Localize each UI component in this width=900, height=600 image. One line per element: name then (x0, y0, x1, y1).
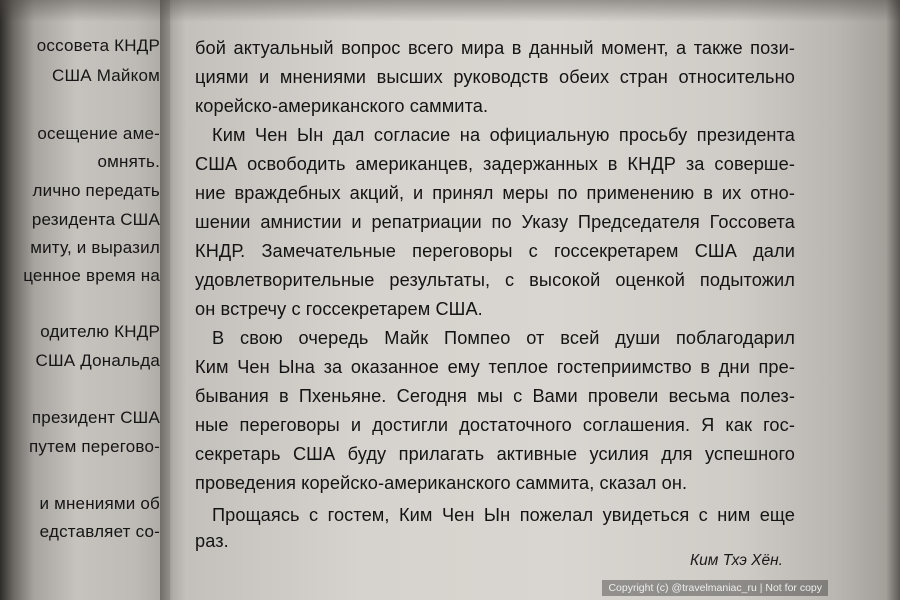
article-line: шении амнистии и репатриации по Указу Председателя Госсовета (195, 212, 795, 232)
left-column-line: резидента США (31, 210, 160, 229)
article-line: корейско-американского саммита. (195, 96, 489, 116)
article-line: В свою очередь Майк Помпео от всей души поблагодарил (212, 328, 795, 348)
article-line: проведения корейско-американского саммита, сказал он. (195, 473, 688, 493)
article-line: КНДР. Замечательные переговоры с госсекретарем США дали (195, 241, 795, 261)
article-line: ние враждебных акций, и принял меры по применению в их отно- (195, 183, 795, 203)
left-column-line: США Майком (52, 66, 160, 85)
article-line: циями и мнениями высших руководств обеих стран относительно (195, 67, 795, 87)
left-column-line: лично передать (32, 181, 160, 200)
left-page (0, 0, 170, 600)
article-line: бой актуальный вопрос всего мира в данный момент, а также пози- (195, 38, 795, 58)
left-column-line: едставляет со- (39, 522, 160, 541)
left-column-line: одителю КНДР (40, 322, 160, 341)
article-line: он встречу с госсекретарем США. (195, 299, 483, 319)
left-column-line: путем перегово- (29, 437, 160, 456)
left-column-line: ценное время на (23, 266, 160, 285)
left-column-line: президент США (31, 408, 160, 427)
article-line: удовлетворительные результаты, с высокой оценкой подытожил (195, 270, 795, 290)
article-line: Ким Чен Ын дал согласие на официальную просьбу президента (212, 125, 795, 145)
copyright-watermark: Copyright (c) @travelmaniac_ru | Not for copy (602, 580, 828, 596)
left-column-line: оссовета КНДР (36, 36, 160, 55)
article-line: раз. (195, 531, 229, 551)
left-column-line: миту, и выразил (30, 238, 160, 257)
article-line: ные переговоры и достигли достаточного соглашения. Я как гос- (195, 415, 795, 435)
page-gutter-shadow (160, 0, 186, 600)
article-line: бывания в Пхеньяне. Сегодня мы с Вами провели весьма полез- (195, 386, 795, 406)
article-line: Ким Чен Ына за оказанное ему теплое гостеприимство в дни пре- (195, 357, 795, 377)
left-column-line: осещение аме- (37, 124, 160, 143)
article-line: Прощаясь с гостем, Ким Чен Ын пожелал увидеться с ним еще (212, 505, 795, 525)
article-author: Ким Тхэ Хён. (690, 552, 783, 569)
article-line: США освободить американцев, задержанных в КНДР за соверше- (195, 154, 795, 174)
left-column-line: и мнениями об (39, 494, 160, 513)
left-column-line: омнять. (97, 152, 160, 171)
article-line: секретарь США буду прилагать активные усилия для успешного (195, 444, 795, 464)
page-edge-shadow (886, 0, 900, 600)
left-column-line: США Дональда (35, 351, 160, 370)
top-shadow (0, 0, 900, 22)
